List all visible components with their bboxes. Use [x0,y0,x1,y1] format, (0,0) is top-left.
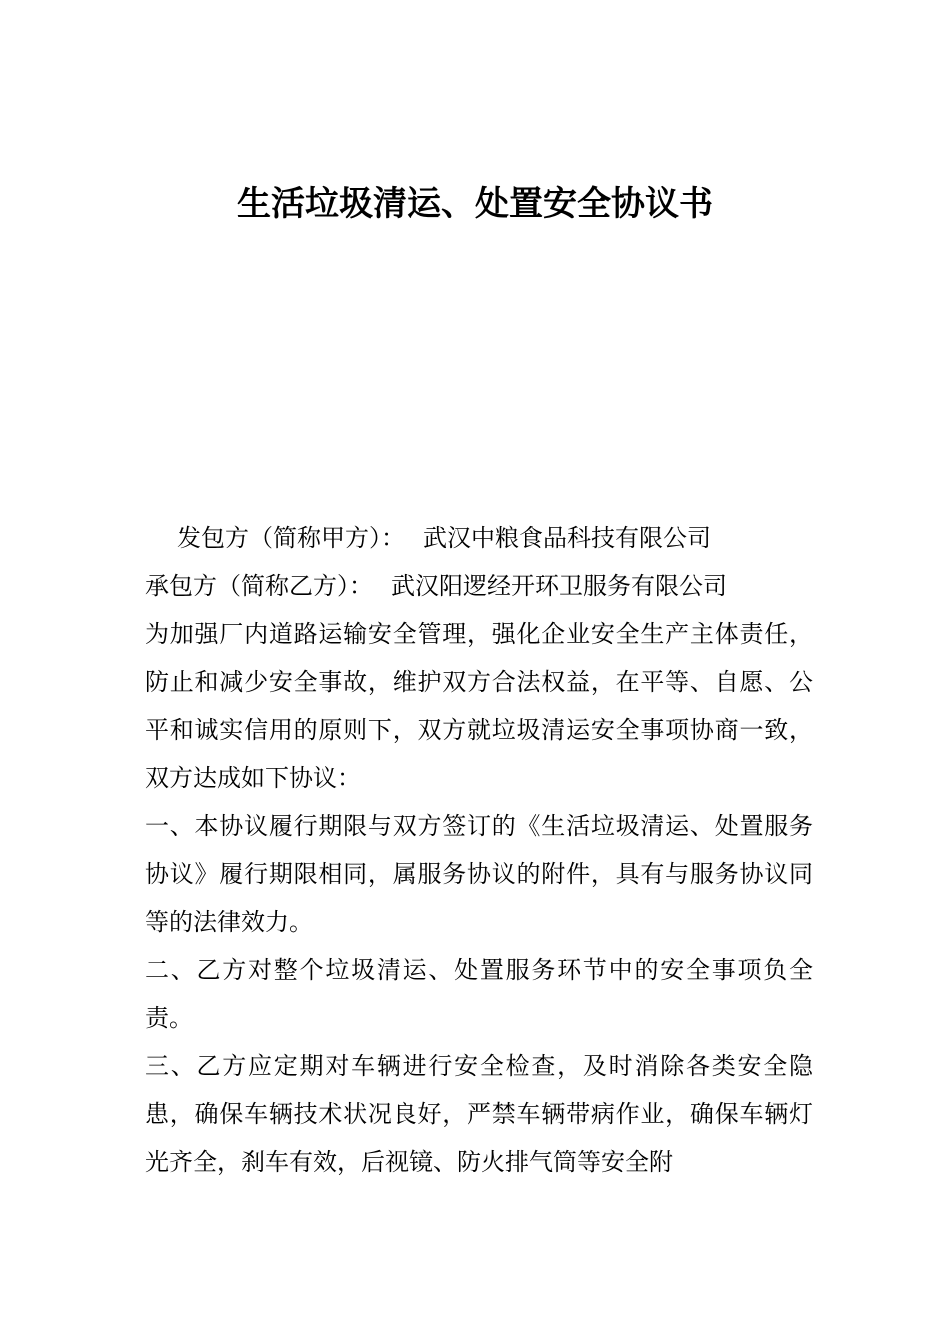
party-b-label: 承包方（简称乙方）： [145,572,373,600]
clause-2-paragraph: 二、乙方对整个垃圾清运、处置服务环节中的安全事项负全责。 [145,956,813,1032]
party-a-label: 发包方（简称甲方）： [177,524,405,552]
party-b-name: 武汉阳逻经开环卫服务有限公司 [391,572,727,600]
clause-1-paragraph: 一、本协议履行期限与双方签订的《生活垃圾清运、处置服务协议》履行期限相同，属服务协议的附件，具有与服务协议同等的法律效力。 [145,812,813,936]
party-a-line [145,514,813,562]
party-a-name: 武汉中粮食品科技有限公司 [423,524,711,552]
document-body [145,514,813,1186]
clause-3-paragraph: 三、乙方应定期对车辆进行安全检查，及时消除各类安全隐患，确保车辆技术状况良好，严禁车辆带病作业，确保车辆灯光齐全，刹车有效，后视镜、防火排气筒等安全附 [145,1052,813,1176]
party-b-line [145,562,813,610]
document-title: 生活垃圾清运、处置安全协议书 [237,184,713,224]
preamble-paragraph: 为加强厂内道路运输安全管理，强化企业安全生产主体责任，防止和减少安全事故，维护双方合法权益，在平等、自愿、公平和诚实信用的原则下，双方就垃圾清运安全事项协商一致，双方达成如下协议： [145,620,813,792]
